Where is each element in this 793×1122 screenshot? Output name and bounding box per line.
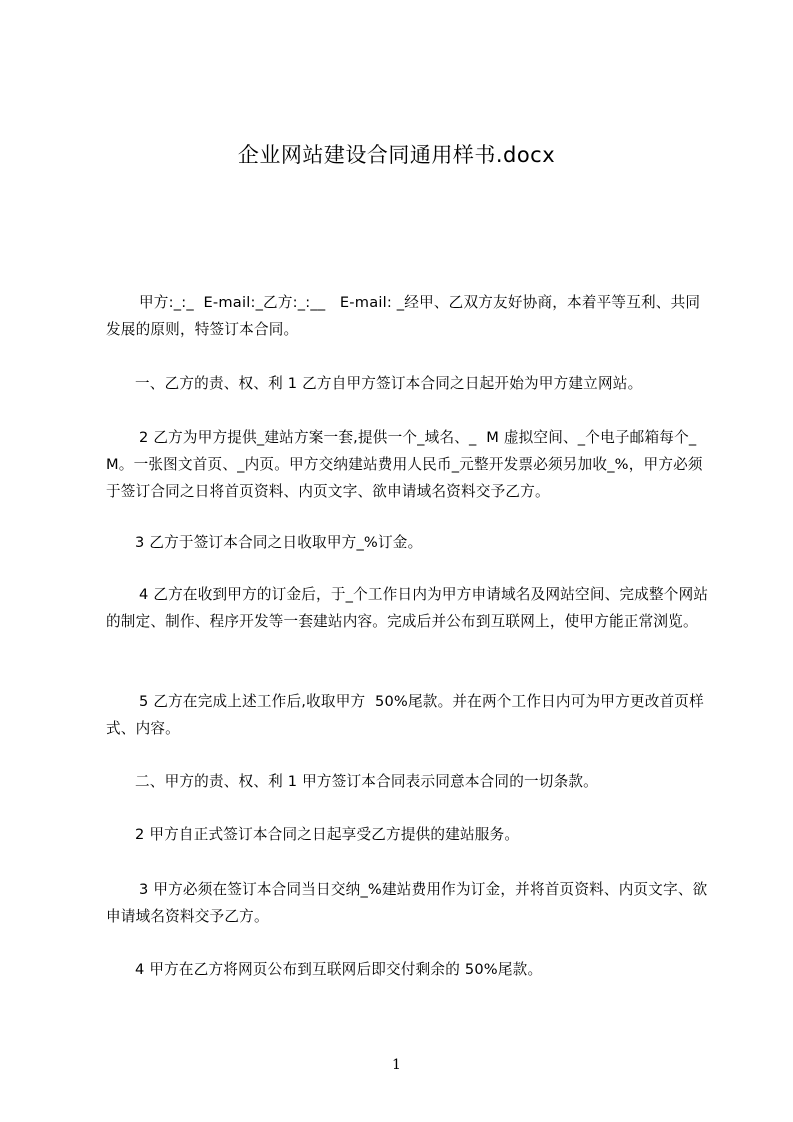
paragraph-party-b-item-2: 2 乙方为甲方提供_建站方案一套,提供一个_域名、_ M 虚拟空间、_个电子邮箱每个_M。一张图文首页、_内页。甲方交纳建站费用人民币_元整开发票必须另加收_%，甲方必须于签订合同之日将首页资料、内页文字、欲申请域名资料交予乙方。 [106, 429, 703, 500]
paragraph-party-b-item-3: 3 乙方于签订本合同之日收取甲方_%订金。 [135, 534, 423, 551]
paragraph-party-b-item-5: 5 乙方在完成上述工作后,收取甲方 50%尾款。并在两个工作日内可为甲方更改首页样式、内容。 [106, 693, 704, 737]
paragraph-party-a-item-3: 3 甲方必须在签订本合同当日交纳_%建站费用作为订金，并将首页资料、内页文字、欲申请域名资料交予乙方。 [106, 881, 708, 925]
page-number: 1 [392, 1057, 401, 1073]
document-title: 企业网站建设合同通用样书.docx [237, 143, 556, 167]
paragraph-party-b-item-4: 4 乙方在收到甲方的订金后，于_个工作日内为甲方申请域名及网站空间、完成整个网站的制定、制作、程序开发等一套建站内容。完成后并公布到互联网上，使甲方能正常浏览。 [106, 586, 709, 630]
paragraph-party-a-item-4: 4 甲方在乙方将网页公布到互联网后即交付剩余的 50%尾款。 [135, 961, 543, 978]
paragraph-party-b-section: 一、乙方的责、权、利 1 乙方自甲方签订本合同之日起开始为甲方建立网站。 [135, 375, 643, 392]
paragraph-parties: 甲方:_:_ E-mail:_乙方:_:__ E-mail: _经甲、乙双方友好协商，本着平等互利、共同发展的原则，特签订本合同。 [106, 294, 701, 338]
paragraph-party-a-section: 二、甲方的责、权、利 1 甲方签订本合同表示同意本合同的一切条款。 [135, 773, 598, 790]
paragraph-party-a-item-2: 2 甲方自正式签订本合同之日起享受乙方提供的建站服务。 [135, 826, 520, 843]
